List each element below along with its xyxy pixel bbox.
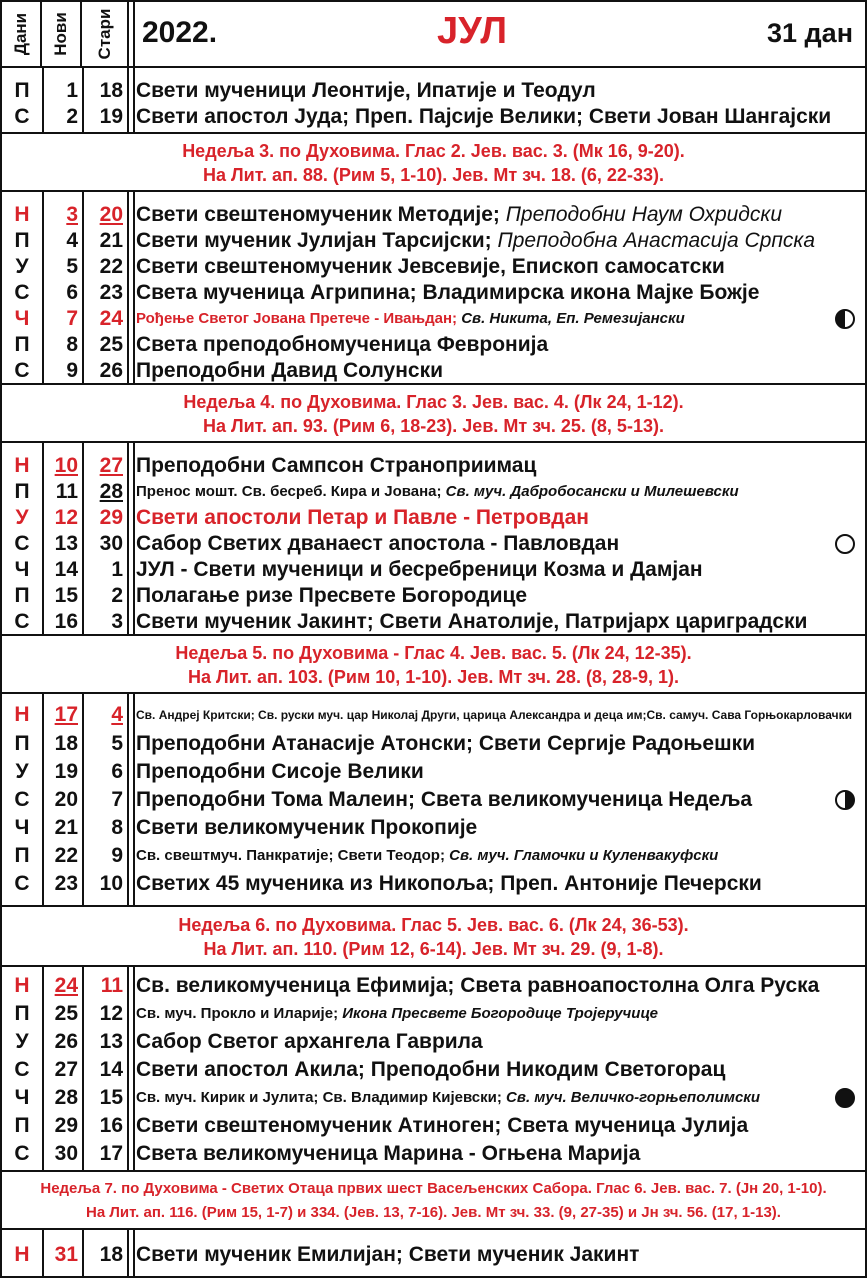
last-quarter-moon-icon bbox=[835, 790, 855, 810]
day-row: С 9 26 Преподобни Давид Солунски bbox=[14, 359, 444, 382]
day-count: 31 дан bbox=[767, 18, 853, 48]
sunday-readings: Недеља 6. по Духовима. Глас 5. Јев. вас. 6. (Лк 24, 36-53). На Лит. ап. 110. (Рим 12, 6-14). Јев. Мт зч. 29. (9, 1-8). bbox=[2, 907, 865, 967]
day-row: С 27 14 Свети апостол Акила; Преподобни Никодим Светогорац bbox=[14, 1058, 726, 1081]
day-row: Н 24 11 Св. великомученица Ефимија; Света равноапостолна Олга Руска bbox=[14, 974, 820, 997]
day-row: Ч 21 8 Свети великомученик Прокопије bbox=[14, 816, 478, 839]
week-block bbox=[2, 694, 865, 907]
full-moon-icon bbox=[835, 534, 855, 554]
day-row: У 26 13 Сабор Светог архангела Гаврила bbox=[15, 1030, 483, 1053]
day-row: П 1 18 Свети мученици Леонтије, Ипатије и Теодул bbox=[14, 79, 596, 102]
day-row: С 13 30 Сабор Светих дванаест апостола - Павловдан bbox=[2, 531, 865, 557]
new-moon-icon bbox=[835, 1088, 855, 1108]
day-row: Ч 14 1 ЈУЛ - Свети мученици и бесребреници Козма и Дамјан bbox=[14, 558, 703, 581]
day-row: У 19 6 Преподобни Сисоје Велики bbox=[15, 760, 424, 783]
day-row: Ч 28 15 Св. муч. Кирик и Јулита; Св. Владимир Кијевски; Св. муч. Величко-горњеполимски bbox=[2, 1085, 865, 1111]
year-label: 2022. bbox=[142, 16, 218, 49]
day-row: П 8 25 Света преподобномученица Февронија bbox=[14, 333, 549, 356]
day-row: С 20 7 Преподобни Тома Малеин; Света великомученица Недеља bbox=[2, 787, 865, 813]
day-row: Ч 7 24 Рођење Светог Јована Претече - Ивањдан; Св. Никита, Еп. Ремезијански bbox=[2, 306, 865, 332]
sunday-readings: Недеља 3. по Духовима. Глас 2. Јев. вас. 3. (Мк 16, 9-20). На Лит. ап. 88. (Рим 5, 1-10). Јев. Мт зч. 18. (6, 22-33). bbox=[2, 134, 865, 192]
day-row: С 6 23 Света мученица Агрипина; Владимирска икона Мајке Божје bbox=[14, 281, 760, 304]
sunday-readings: Недеља 5. по Духовима - Глас 4. Јев. вас. 5. (Лк 24, 12-35). На Лит. ап. 103. (Рим 10, 1-10). Јев. Мт зч. 28. (8, 28-9, 1). bbox=[2, 636, 865, 694]
day-row: С 23 10 Светих 45 мученика из Никопоља; Преп. Антоније Печерски bbox=[14, 872, 762, 895]
day-row: Н 3 20 Свети свештеномученик Методије; Преподобни Наум Охридски bbox=[14, 203, 783, 226]
day-row: Н 31 18 Свети мученик Емилијан; Свети мученик Јакинт bbox=[14, 1243, 640, 1266]
day-row: У 5 22 Свети свештеномученик Јевсевије, Епископ самосатски bbox=[15, 255, 725, 278]
week-block bbox=[2, 192, 865, 385]
day-row: П 18 5 Преподобни Атанасије Атонски; Свети Сергије Радоњешки bbox=[14, 732, 755, 755]
sunday-readings: Недеља 4. по Духовима. Глас 3. Јев. вас. 4. (Лк 24, 1-12). На Лит. ап. 93. (Рим 6, 18-23). Јев. Мт зч. 25. (8, 5-13). bbox=[2, 385, 865, 443]
col-header-days: Дани bbox=[2, 2, 42, 66]
day-row: Н 10 27 Преподобни Сампсон Страноприимац bbox=[14, 454, 537, 477]
calendar-header bbox=[2, 2, 865, 68]
day-row: П 22 9 Св. свештмуч. Панкратије; Свети Теодор; Св. муч. Гламочки и Куленвакуфски bbox=[14, 844, 719, 867]
day-row: У 12 29 Свети апостоли Петар и Павле - Петровдан bbox=[15, 506, 589, 529]
day-row: П 15 2 Полагање ризе Пресвете Богородице bbox=[14, 584, 528, 607]
day-row: П 4 21 Свети мученик Јулијан Тарсијски; Преподобна Анастасија Српска bbox=[14, 229, 816, 252]
day-row: С 2 19 Свети апостол Јуда; Преп. Пајсије Велики; Свети Јован Шангајски bbox=[14, 105, 832, 128]
week-block bbox=[2, 1230, 865, 1276]
month-title: ЈУЛ bbox=[437, 10, 507, 52]
day-row: Н 17 4 Св. Андреј Критски; Св. руски муч. цар Николај Други, царица Александра и деца им;Св. самуч. Сава Горњокарловачки bbox=[14, 703, 852, 726]
day-row: П 25 12 Св. муч. Прокло и Иларије; Икона Пресвете Богородице Тројеручице bbox=[14, 1002, 658, 1025]
sunday-readings: Недеља 7. по Духовима - Светих Отаца првих шест Васељенских Сабора. Глас 6. Јев. вас. 7. (Јн 20, 1-10). На Лит. ап. 116. (Рим 15, 1-7) и 334. (Јев. 13, 7-16). Јев. Мт зч. 33. (9, 27-35) и Јн зч. 56. (17, 1-13). bbox=[2, 1172, 865, 1230]
first-quarter-moon-icon bbox=[835, 309, 855, 329]
day-row: П 29 16 Свети свештеномученик Атиноген; Света мученица Јулија bbox=[14, 1114, 749, 1137]
week-block bbox=[2, 68, 865, 134]
day-row: С 16 3 Свети мученик Јакинт; Свети Анатолије, Патријарх цариградски bbox=[14, 610, 808, 633]
week-block bbox=[2, 443, 865, 636]
col-header-old: Стари bbox=[94, 8, 114, 60]
week-block bbox=[2, 967, 865, 1172]
col-header-new: Нови bbox=[42, 2, 82, 66]
day-row: С 30 17 Света великомученица Марина - Огњена Марија bbox=[14, 1142, 641, 1165]
day-row: П 11 28 Пренос мошт. Св. бесреб. Кира и Јована; Св. муч. Дабробосански и Милешевски bbox=[14, 480, 739, 503]
